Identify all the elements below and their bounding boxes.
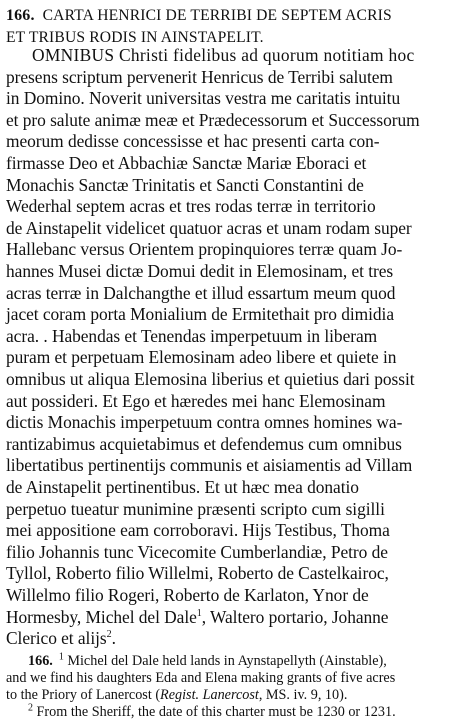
body-line-12: acras terræ in Dalchangthe et illud essartum meum quod [6,282,396,303]
charter-number: 166. [6,7,35,24]
body-line-24: filio Johannis tunc Vicecomite Cumberlandiæ, Petro de [6,541,388,562]
charter-title-line-2: ET TRIBUS RODIS IN AINSTAPELIT. [6,29,264,46]
note-1-text-1: Michel del Dale held lands in Aynstapellyth (Ainstable), [63,652,387,669]
body-line-15: puram et perpetuam Elemosinam adeo libere et quiete in [6,347,397,368]
body-line-2: presens scriptum pervenerit Henricus de Terribi salutem [6,66,393,87]
body-line-10: Hallebanc versus Orientem propinquiores terræ quam Jo- [6,239,403,260]
body-line-27-text: Hormesby, Michel del Dale [6,606,197,627]
body-line-27-rest: , Waltero portario, Johanne [201,606,389,627]
note-2-mark: 2 [28,702,33,714]
note-2-line-1 [6,704,396,721]
body-line-27 [6,606,388,628]
note-2-text: From the Sheriff, the date of this charter must be 1230 or 1231. [33,703,396,720]
body-line-8: Wederhal septem acras et tres rodas terræ in territorio [6,196,376,217]
note-1-text-3b: , MS. iv. 9, 10). [258,686,348,703]
note-1-text-3a: to the Priory of Lanercost ( [6,686,161,703]
body-line-7: Monachis Sanctæ Trinitatis et Sancti Constantini de [6,174,364,195]
body-line-14: acra. . Habendas et Tenendas imperpetuum in liberam [6,325,378,346]
body-line-26: Willelmo filio Rogeri, Roberto de Karlaton, Ynor de [6,585,369,605]
note-1-mark: 1 [58,651,64,663]
note-1-text-3-italic: Regist. Lanercost [160,686,259,703]
note-1-line-3 [6,687,347,704]
body-line-18: dictis Monachis imperpetuum contra omnes homines wa- [6,412,403,433]
body-line-17: aut possideri. Et Ego et hæredes mei hanc Elemosinam [6,390,386,411]
note-1-text-2: and we find his daughters Eda and Elena making grants of five acres [6,669,396,686]
body-line-11: hannes Musei dictæ Domui dedit in Elemosinam, et tres [6,261,394,281]
notes-number: 166. [28,652,53,669]
charter-title-line-1: CARTA HENRICI DE TERRIBI DE SEPTEM ACRIS [42,7,392,24]
body-line-3: in Domino. Noverit universitas vestra me caritatis intuitu [6,88,401,109]
footnote-mark-1[interactable]: 1 [196,607,202,619]
body-line-20: libertatibus pertinentijs communis et aisiamentis ad Villam [6,455,413,476]
body-line-19: rantizabimus acquietabimus et defendemus cum omnibus [6,433,402,454]
charter-heading-line-1 [6,4,392,28]
body-line-13: jacet coram porta Monialium de Ermitethait pro dimidia [6,304,394,325]
footnote-mark-2[interactable]: 2 [106,629,112,641]
body-line-25: Tyllol, Roberto filio Willelmi, Roberto de Castelkairoc, [6,563,389,584]
body-line-23: mei appositione eam corroboravi. Hijs Testibus, Thoma [6,520,390,541]
body-line-9: de Ainstapelit videlicet quatuor acras et unam rodam super [6,217,412,238]
body-line-28-text: Clerico et alijs [6,628,107,649]
note-1-line-2 [6,670,395,687]
body-line-16: omnibus ut aliqua Elemosina liberius et quietius dari possit [6,369,415,389]
note-1-line-1 [6,653,387,670]
body-line-1: OMNIBUS Christi fidelibus ad quorum notitiam hoc [32,45,415,65]
body-line-28-period: . [111,628,116,649]
body-line-21: de Ainstapelit pertinentibus. Et ut hæc mea donatio [6,477,359,497]
body-line-4: et pro salute animæ meæ et Prædecessorum et Successorum [6,109,420,130]
body-line-6: firmasse Deo et Abbachiæ Sanctæ Mariæ Eboraci et [6,153,367,173]
body-line-22: perpetuo tueatur munimine præsenti scripto cum sigilli [6,498,385,519]
body-line-5: meorum dedisse concessisse et hac presenti carta con- [6,131,380,152]
body-line-28 [6,627,116,649]
